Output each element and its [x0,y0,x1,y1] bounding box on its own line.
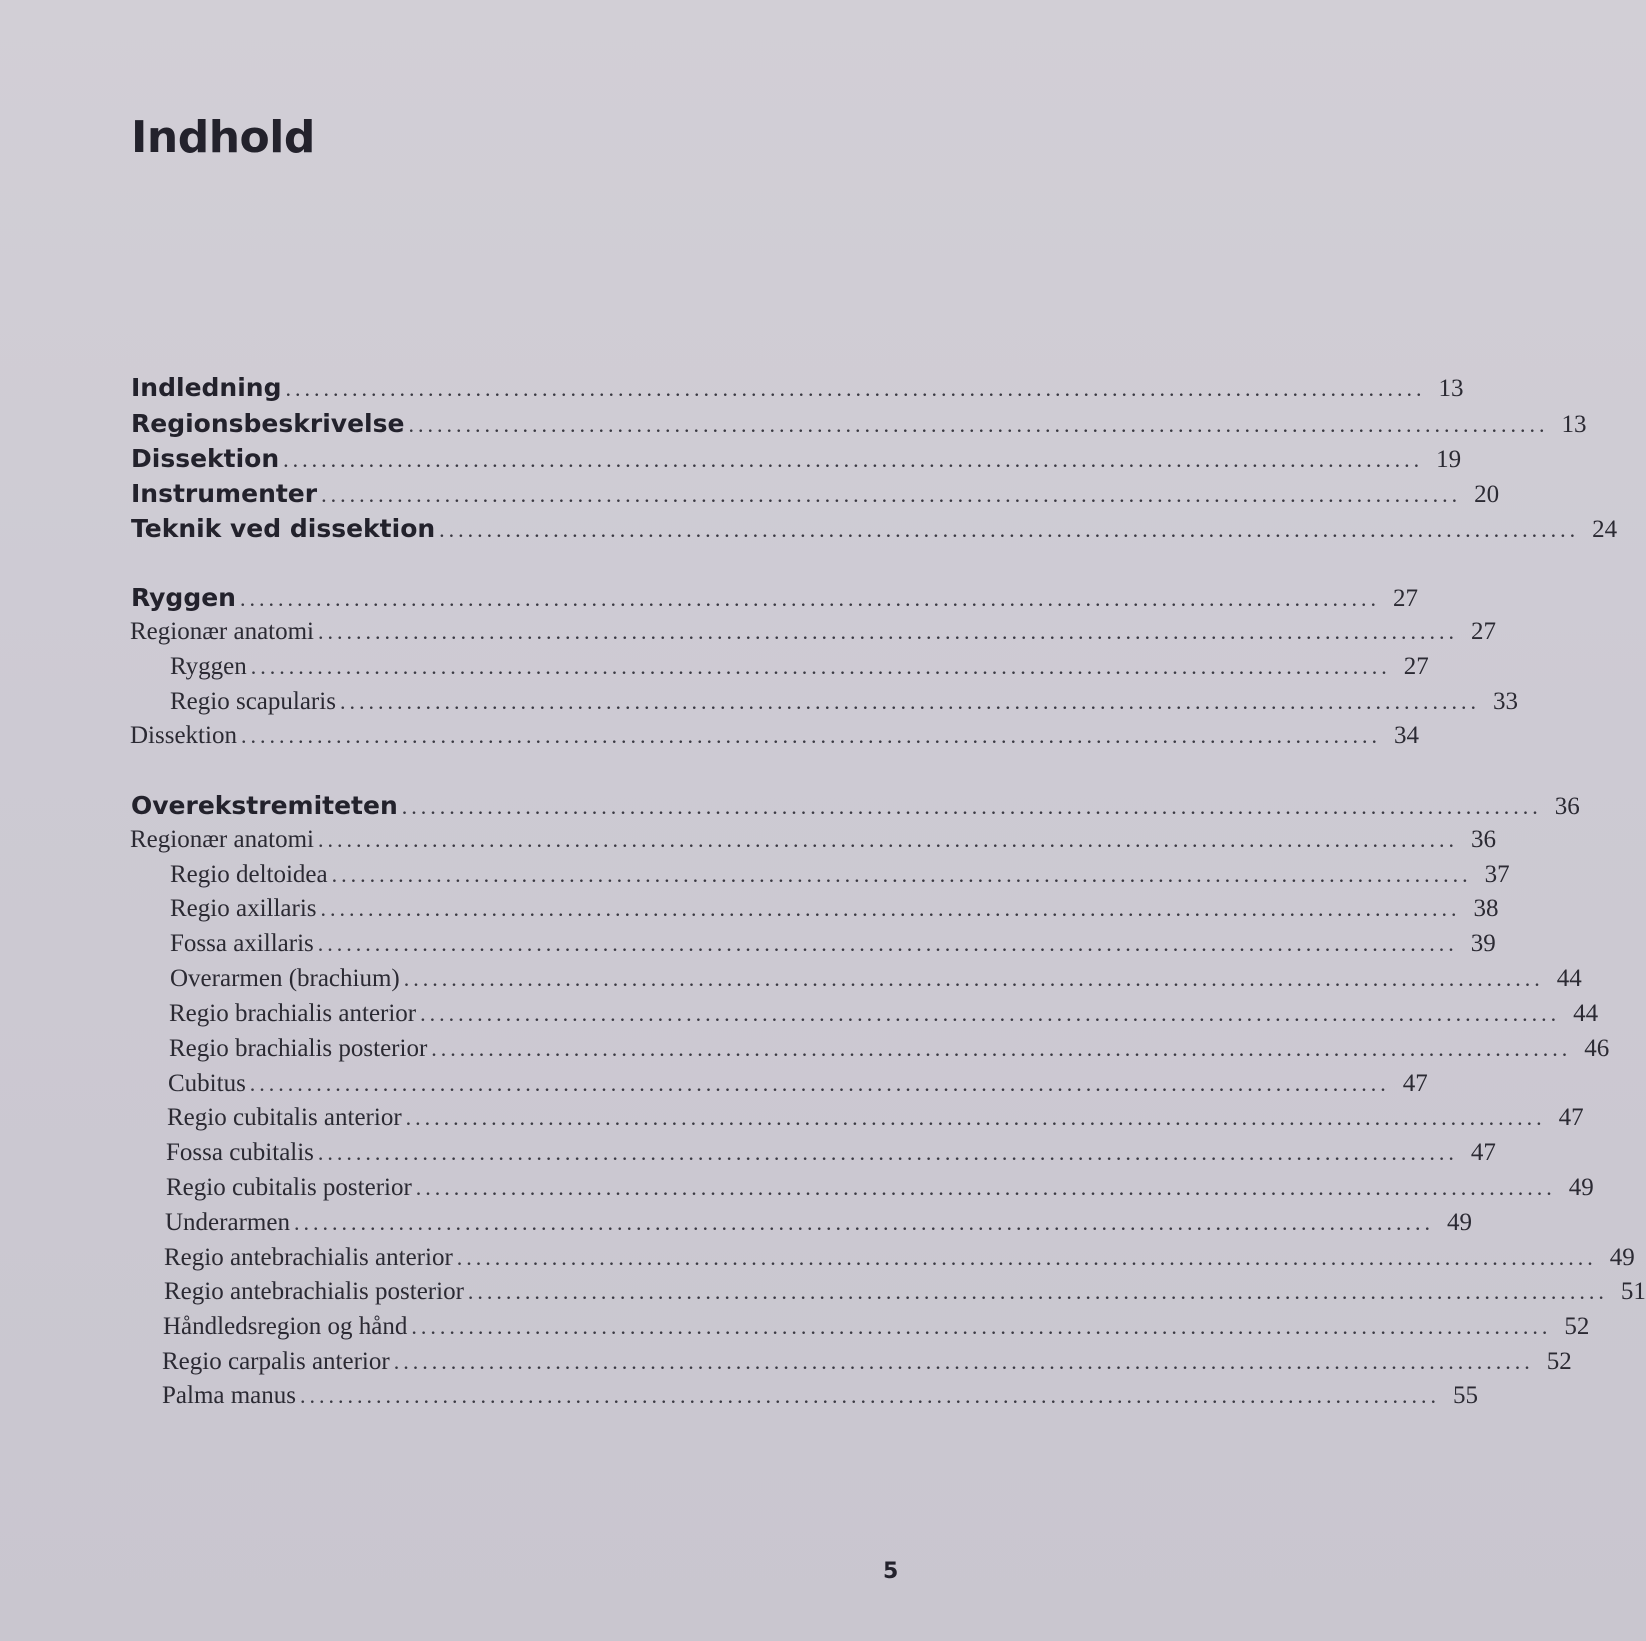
toc-entry-label: Regionær anatomi [130,618,314,645]
leader-dots: ........................................................................................................................ [321,482,1462,507]
toc-entry-page: 13 [1438,375,1464,402]
toc-entry [170,861,1510,889]
leader-dots: ........................................................................................................................ [431,1036,1572,1061]
toc-entry-page: 44 [1556,965,1582,992]
toc-entry [131,444,1462,474]
leader-dots: ........................................................................................................................ [239,586,1380,611]
leader-dots: ........................................................................................................................ [415,1175,1556,1200]
toc-entry-label: Regio antebrachialis posterior [164,1278,464,1305]
toc-entry-page: 33 [1492,688,1518,715]
toc-entry [169,1000,1599,1028]
toc-entry-label: Håndledsregion og hånd [163,1313,408,1340]
toc-entry [168,1070,1428,1098]
toc-entry [170,895,1499,923]
toc-entry [166,1139,1496,1167]
toc-entry-page: 47 [1470,1139,1496,1166]
toc-entry-label: Regio cubitalis posterior [166,1174,412,1201]
toc-entry-label: Regio brachialis anterior [169,1000,417,1027]
page-title: Indhold [131,112,315,163]
toc-entry-page: 49 [1568,1174,1594,1201]
leader-dots: ........................................................................................................................ [339,689,1480,714]
toc-entry [131,373,1464,403]
page-number: 5 [883,1559,899,1584]
leader-dots: ........................................................................................................................ [408,412,1549,437]
toc-entry-label: Cubitus [168,1070,246,1097]
toc-entry [130,826,1496,854]
leader-dots: ........................................................................................................................ [249,1071,1390,1096]
toc-entry-page: 49 [1609,1244,1635,1271]
leader-dots: ........................................................................................................................ [331,862,1472,887]
leader-dots: ........................................................................................................................ [420,1001,1561,1026]
toc-entry [130,618,1496,646]
toc-entry [164,1244,1635,1272]
toc-entry-page: 36 [1554,793,1580,820]
toc-entry-page: 34 [1393,722,1419,749]
toc-entry-page: 51 [1620,1278,1646,1305]
toc-entry-page: 47 [1558,1104,1584,1131]
leader-dots: ........................................................................................................................ [403,966,1544,991]
toc-entry [131,514,1618,544]
toc-entry-label: Ryggen [170,653,247,680]
toc-entry-label: Overekstremiteten [131,791,398,820]
toc-entry [131,583,1418,613]
toc-entry-label: Overarmen (brachium) [170,965,400,992]
leader-dots: ........................................................................................................................ [456,1245,1597,1270]
toc-entry-label: Regio scapularis [170,688,336,715]
toc-entry-page: 52 [1546,1348,1572,1375]
leader-dots: ........................................................................................................................ [467,1279,1608,1304]
toc-entry-label: Dissektion [131,444,280,473]
leader-dots: ........................................................................................................................ [317,931,1458,956]
toc-entry-page: 27 [1471,618,1496,645]
toc-entry-label: Underarmen [165,1209,290,1236]
toc-entry-page: 37 [1484,861,1510,888]
toc-entry [170,653,1429,681]
toc-entry-label: Regio carpalis anterior [162,1348,390,1375]
toc-entry-label: Regionær anatomi [130,826,314,853]
toc-entry [163,1313,1590,1341]
leader-dots: ........................................................................................................................ [250,654,1391,679]
toc-entry-page: 52 [1564,1313,1590,1340]
toc-entry-label: Teknik ved dissektion [131,514,436,543]
toc-entry-label: Palma manus [162,1382,297,1409]
toc-entry-label: Fossa axillaris [170,930,314,957]
toc-entry-label: Indledning [131,373,282,402]
leader-dots: ........................................................................................................................ [285,376,1426,401]
leader-dots: ........................................................................................................................ [393,1349,1534,1374]
toc-entry-page: 47 [1402,1070,1428,1097]
toc-entry-label: Regio brachialis posterior [169,1035,428,1062]
toc-entry-page: 46 [1584,1035,1610,1062]
leader-dots: ........................................................................................................................ [317,1140,1458,1165]
toc-entry-page: 24 [1592,516,1618,543]
toc-entry-page: 27 [1392,585,1418,612]
toc-entry [167,1104,1584,1132]
toc-entry [164,1278,1646,1306]
toc-entry-label: Regio deltoidea [170,861,328,888]
leader-dots: ........................................................................................................................ [320,896,1461,921]
toc-entry [162,1382,1479,1410]
toc-entry [165,1209,1472,1237]
leader-dots: ........................................................................................................................ [240,723,1381,748]
leader-dots: ........................................................................................................................ [439,517,1580,542]
toc-entry [169,1035,1610,1063]
toc-entry-label: Instrumenter [131,479,318,508]
leader-dots: ........................................................................................................................ [405,1105,1546,1130]
toc-entry [166,1174,1594,1202]
toc-entry-label: Ryggen [131,583,236,612]
toc-entry-label: Fossa cubitalis [166,1139,314,1166]
toc-entry-page: 49 [1446,1209,1472,1236]
toc-entry [131,791,1580,821]
toc-entry-page: 38 [1473,895,1499,922]
toc-entry-page: 55 [1453,1382,1479,1409]
leader-dots: ........................................................................................................................ [300,1383,1441,1408]
toc-entry-page: 27 [1403,653,1429,680]
leader-dots: ........................................................................................................................ [318,619,1458,644]
toc-entry-page: 19 [1436,446,1462,473]
leader-dots: ........................................................................................................................ [411,1314,1552,1339]
toc-entry [131,409,1587,439]
toc-entry-page: 44 [1573,1000,1599,1027]
toc-entry [170,930,1496,958]
toc-entry-page: 20 [1474,481,1500,508]
toc-entry-label: Regionsbeskrivelse [131,409,405,438]
toc-entry-page: 39 [1470,930,1496,957]
leader-dots: ........................................................................................................................ [401,794,1542,819]
leader-dots: ........................................................................................................................ [283,447,1424,472]
toc-entry-label: Regio axillaris [170,895,317,922]
toc-entry-page: 36 [1471,826,1496,853]
leader-dots: ........................................................................................................................ [293,1210,1434,1235]
toc-entry-label: Regio antebrachialis anterior [164,1244,453,1271]
toc-entry-page: 13 [1561,411,1587,438]
leader-dots: ........................................................................................................................ [318,827,1458,852]
toc-entry-label: Dissektion [130,722,237,749]
toc-entry [130,722,1419,750]
toc-entry [170,965,1582,993]
toc-entry [170,688,1518,716]
toc-entry [162,1348,1572,1376]
toc-entry-label: Regio cubitalis anterior [167,1104,402,1131]
toc-entry [131,479,1500,509]
